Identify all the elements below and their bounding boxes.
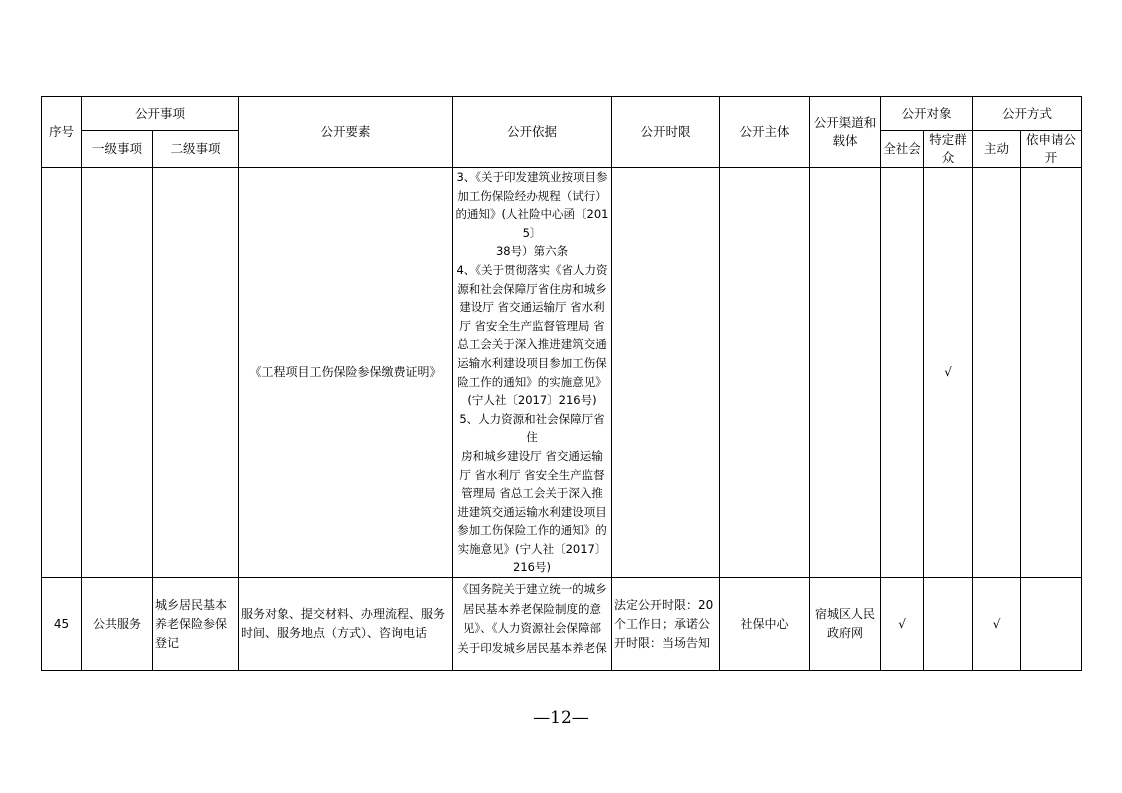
basis-line: 厅 省安全生产监督管理局 省 [459, 318, 605, 333]
cell-level2 [153, 168, 239, 578]
header-basis: 公开依据 [453, 97, 612, 168]
header-level1: 一级事项 [82, 131, 153, 168]
basis-line: 源和社会保障厅省住房和城乡 [457, 281, 607, 296]
cell-level1: 公共服务 [82, 578, 153, 671]
cell-method-apply [1021, 168, 1082, 578]
cell-method-active: √ [973, 578, 1021, 671]
cell-target-all: √ [881, 578, 924, 671]
basis-line: 建设厅 省交通运输厅 省水利 [459, 300, 605, 315]
page-number: —12— [533, 708, 589, 728]
cell-level2: 城乡居民基本养老保险参保登记 [153, 578, 239, 671]
basis-line: 关于印发城乡居民基本养老保 [457, 640, 607, 655]
basis-line: 进建筑交通运输水利建设项目 [457, 504, 607, 519]
header-channel: 公开渠道和载体 [810, 97, 881, 168]
basis-line: 加工伤保险经办规程（试行） [457, 188, 607, 203]
cell-channel [810, 168, 881, 578]
basis-line: 3、《关于印发建筑业按项目参 [456, 170, 608, 184]
disclosure-table [41, 96, 1082, 671]
basis-line: 运输水利建设项目参加工伤保 [457, 355, 607, 370]
basis-line: 38号）第六条 [495, 244, 569, 259]
header-target-all: 全社会 [881, 131, 924, 168]
header-method-active: 主动 [973, 131, 1021, 168]
basis-line: 参加工伤保险工作的通知》的 [457, 523, 607, 538]
cell-seq: 45 [42, 578, 82, 671]
cell-target-specific: √ [924, 168, 973, 578]
header-subject: 公开主体 [720, 97, 810, 168]
header-level2: 二级事项 [153, 131, 239, 168]
basis-line: 厅 省水利厅 省安全生产监督 [459, 467, 605, 482]
cell-subject [720, 168, 810, 578]
header-matter: 公开事项 [82, 97, 239, 131]
basis-line: 《国务院关于建立统一的城乡 [457, 582, 607, 597]
header-target: 公开对象 [881, 97, 973, 131]
cell-method-active [973, 168, 1021, 578]
basis-line: (宁人社〔2017〕216号) [467, 393, 597, 408]
cell-target-specific [924, 578, 973, 671]
cell-subject: 社保中心 [720, 578, 810, 671]
basis-line: 5、人力资源和社会保障厅省住 [459, 411, 605, 445]
cell-basis [453, 578, 612, 671]
table-row [42, 168, 1082, 578]
cell-elements: 服务对象、提交材料、办理流程、服务时间、服务地点（方式）、咨询电话 [239, 578, 453, 671]
basis-line: 总工会关于深入推进建筑交通 [457, 337, 607, 352]
header-time-limit: 公开时限 [612, 97, 720, 168]
basis-line: 见》、《人力资源社会保障部 [463, 621, 602, 636]
cell-elements: 《工程项目工伤保险参保缴费证明》 [239, 168, 453, 578]
basis-line: 实施意见》(宁人社〔2017〕 [457, 541, 607, 556]
cell-time-limit [612, 168, 720, 578]
cell-channel: 宿城区人民政府网 [810, 578, 881, 671]
header-method-apply: 依申请公开 [1021, 131, 1082, 168]
header-seq: 序号 [42, 97, 82, 168]
cell-seq [42, 168, 82, 578]
basis-line: 4、《关于贯彻落实《省人力资 [456, 262, 608, 277]
header-target-specific: 特定群众 [924, 131, 973, 168]
basis-line: 管理局 省总工会关于深入推 [461, 486, 603, 501]
cell-time-limit: 法定公开时限：20个工作日；承诺公开时限：当场告知 [612, 578, 720, 671]
cell-method-apply [1021, 578, 1082, 671]
basis-line: 险工作的通知》的实施意见》 [457, 374, 607, 389]
basis-line: 的通知》(人社险中心函〔2015〕 [455, 207, 609, 240]
header-elements: 公开要素 [239, 97, 453, 168]
cell-target-all [881, 168, 924, 578]
basis-line: 房和城乡建设厅 省交通运输 [461, 448, 603, 463]
table-row [42, 578, 1082, 671]
cell-basis [453, 168, 612, 578]
cell-level1 [82, 168, 153, 578]
header-method: 公开方式 [973, 97, 1082, 131]
basis-line: 216号) [513, 560, 551, 575]
basis-line: 居民基本养老保险制度的意 [463, 601, 602, 616]
